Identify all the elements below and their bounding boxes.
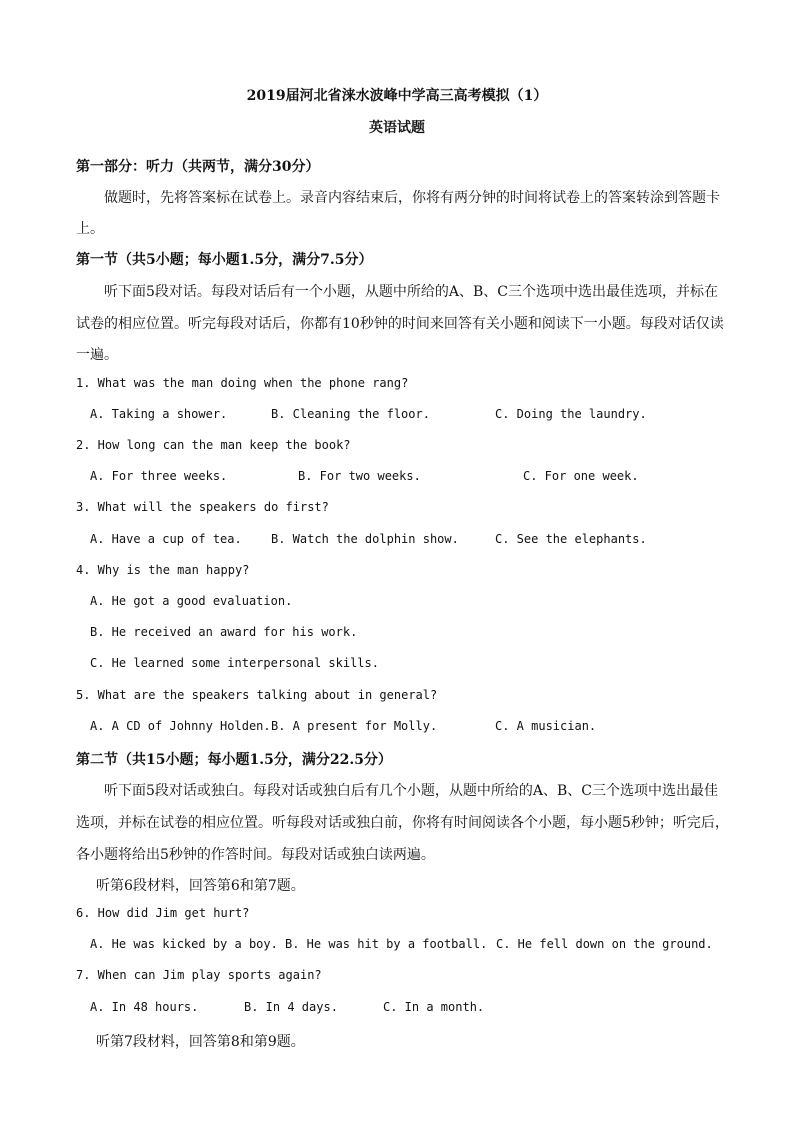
q6-option-b: B. He was hit by a football. xyxy=(285,937,488,951)
section1-intro-line-2: 试卷的相应位置。听完每段对话后，你都有10秒钟的时间来回答有关小题和阅读下一小题。每段对话仅读 xyxy=(76,316,724,332)
section2-heading: 第二节（共15小题；每小题1.5分，满分22.5分） xyxy=(76,752,392,768)
q3-option-b: B. Watch the dolphin show. xyxy=(271,532,459,546)
section2-intro-line-2: 选项，并标在试卷的相应位置。听每段对话或独白前，你将有时间阅读各个小题，每小题5秒钟；听完后， xyxy=(76,815,729,831)
part1-intro-line-1: 做题时，先将答案标在试卷上。录音内容结束后，你将有两分钟的时间将试卷上的答案转涂到答题卡 xyxy=(104,190,720,206)
q1-option-a: A. Taking a shower. xyxy=(90,407,228,421)
section1-heading: 第一节（共5小题；每小题1.5分，满分7.5分） xyxy=(76,252,373,268)
q4-option-a: A. He got a good evaluation. xyxy=(90,594,293,608)
q5-option-a: A. A CD of Johnny Holden. xyxy=(90,719,271,733)
part1-heading: 第一部分：听力（共两节，满分30分） xyxy=(76,159,320,175)
q5-option-b: B. A present for Molly. xyxy=(271,719,438,733)
q7-option-c: C. In a month. xyxy=(383,1000,485,1014)
q7-option-a: A. In 48 hours. xyxy=(90,1000,199,1014)
section2-intro-line-3: 各小题将给出5秒钟的作答时间。每段对话或独白读两遍。 xyxy=(76,847,435,863)
q2-option-a: A. For three weeks. xyxy=(90,469,228,483)
question-2: 2. How long can the man keep the book? xyxy=(76,438,351,452)
question-1: 1. What was the man doing when the phone rang? xyxy=(76,376,409,390)
question-5: 5. What are the speakers talking about in general? xyxy=(76,688,438,702)
q4-option-b: B. He received an award for his work. xyxy=(90,625,358,639)
question-3: 3. What will the speakers do first? xyxy=(76,500,329,514)
q4-option-c: C. He learned some interpersonal skills. xyxy=(90,656,379,670)
q3-option-a: A. Have a cup of tea. xyxy=(90,532,242,546)
exam-subtitle: 英语试题 xyxy=(369,120,425,136)
q2-option-b: B. For two weeks. xyxy=(298,469,421,483)
question-4: 4. Why is the man happy? xyxy=(76,563,250,577)
section2-intro-line-1: 听下面5段对话或独白。每段对话或独白后有几个小题，从题中所给的A、B、C三个选项中选出最佳 xyxy=(104,783,719,799)
q6-option-a: A. He was kicked by a boy. xyxy=(90,937,278,951)
section1-intro-line-3: 一遍。 xyxy=(76,347,118,363)
q7-option-b: B. In 4 days. xyxy=(244,1000,338,1014)
q2-option-c: C. For one week. xyxy=(523,469,639,483)
q5-option-c: C. A musician. xyxy=(495,719,597,733)
material-6-instruction: 听第6段材料，回答第6和第7题。 xyxy=(96,878,305,894)
section1-intro-line-1: 听下面5段对话。每段对话后有一个小题，从题中所给的A、B、C三个选项中选出最佳选项，并标在 xyxy=(104,284,719,300)
q1-option-b: B. Cleaning the floor. xyxy=(271,407,430,421)
question-7: 7. When can Jim play sports again? xyxy=(76,968,322,982)
question-6: 6. How did Jim get hurt? xyxy=(76,906,250,920)
exam-title: 2019届河北省涞水波峰中学高三高考模拟（1） xyxy=(246,88,548,104)
part1-intro-line-2: 上。 xyxy=(76,221,104,237)
q3-option-c: C. See the elephants. xyxy=(495,532,647,546)
q6-option-c: C. He fell down on the ground. xyxy=(496,937,713,951)
material-7-instruction: 听第7段材料，回答第8和第9题。 xyxy=(96,1034,305,1050)
q1-option-c: C. Doing the laundry. xyxy=(495,407,647,421)
